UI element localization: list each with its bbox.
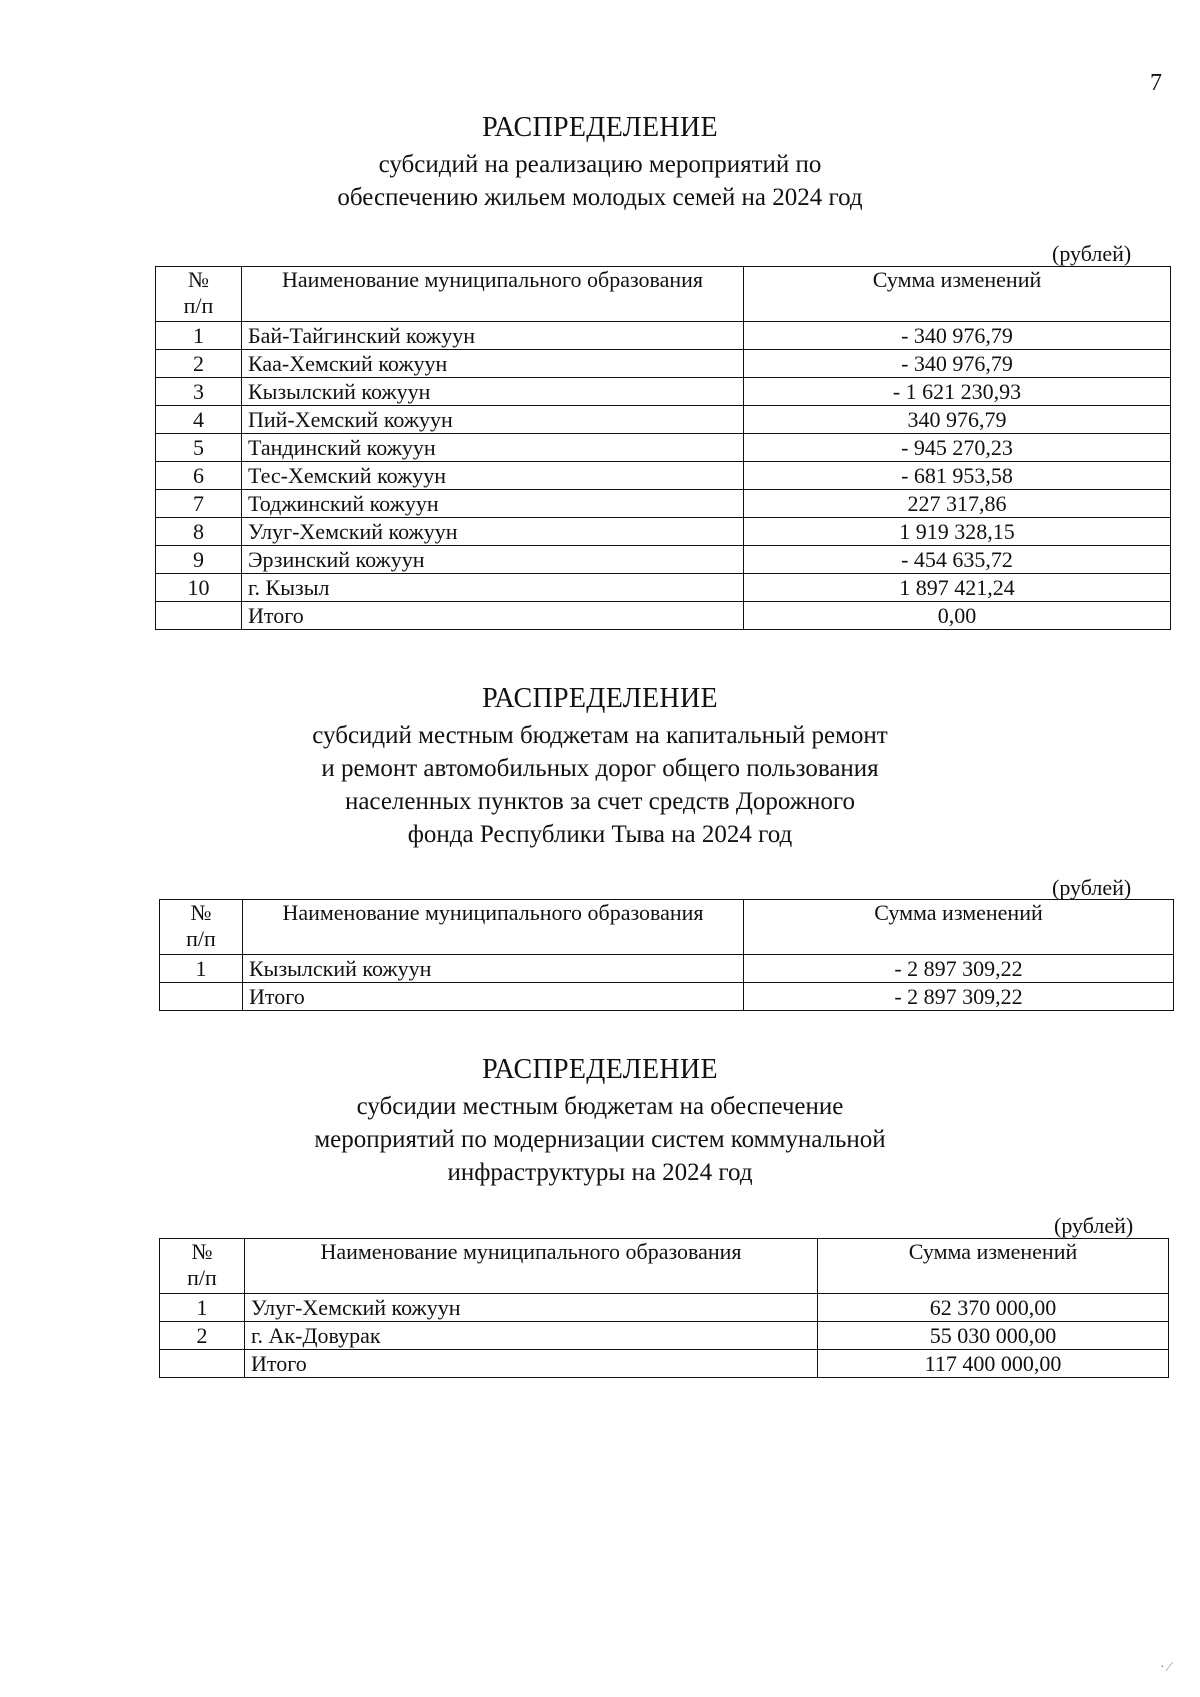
unit-label: (рублей): [1052, 875, 1132, 900]
change-amount: - 2 897 309,22: [744, 983, 1174, 1011]
subtitle-line: мероприятий по модернизации систем коммунальной: [314, 1126, 886, 1153]
table-row: [156, 406, 1171, 434]
table-row: [160, 1294, 1169, 1322]
column-header-name: Наименование муниципального образования: [245, 1239, 818, 1294]
table-total-row: [160, 1350, 1169, 1378]
change-amount: 62 370 000,00: [818, 1294, 1169, 1322]
municipality-name: Тес-Хемский кожуун: [242, 462, 744, 490]
municipality-name: Кызылский кожуун: [242, 378, 744, 406]
row-number: 10: [156, 574, 242, 602]
table-total-row: [156, 602, 1171, 630]
table-body: [160, 955, 1174, 1011]
row-number: [160, 1350, 245, 1378]
table-body: [160, 1294, 1169, 1378]
subtitle-line: фонда Республики Тыва на 2024 год: [407, 821, 793, 848]
table-row: [156, 434, 1171, 462]
distribution-table-3: [159, 1238, 1169, 1378]
subtitle-line: субсидий местным бюджетам на капитальный ремонт: [312, 722, 888, 749]
table-header-row: [160, 900, 1174, 955]
column-header-number: № п/п: [156, 267, 242, 322]
change-amount: - 945 270,23: [744, 434, 1171, 462]
change-amount: - 340 976,79: [744, 350, 1171, 378]
unit-label: (рублей): [1052, 241, 1132, 266]
section-utility-infrastructure: [0, 1054, 1200, 1189]
section-road-repair: [0, 683, 1200, 851]
row-number: 5: [156, 434, 242, 462]
table-row: [156, 490, 1171, 518]
row-number: 6: [156, 462, 242, 490]
section-heading: РАСПРЕДЕЛЕНИЕ: [482, 1054, 718, 1085]
row-number: [160, 983, 243, 1011]
municipality-name: Эрзинский кожуун: [242, 546, 744, 574]
municipality-name: Улуг-Хемский кожуун: [245, 1294, 818, 1322]
municipality-name: г. Ак-Довурак: [245, 1322, 818, 1350]
change-amount: - 681 953,58: [744, 462, 1171, 490]
municipality-name: г. Кызыл: [242, 574, 744, 602]
subtitle-line: субсидий на реализацию мероприятий по: [378, 151, 822, 178]
column-header-sum: Сумма изменений: [744, 267, 1171, 322]
column-header-number: № п/п: [160, 1239, 245, 1294]
row-number: 7: [156, 490, 242, 518]
table-header-row: [156, 267, 1171, 322]
change-amount: 55 030 000,00: [818, 1322, 1169, 1350]
municipality-name: Тандинский кожуун: [242, 434, 744, 462]
row-number: 2: [160, 1322, 245, 1350]
table-header-row: [160, 1239, 1169, 1294]
table-row: [156, 546, 1171, 574]
section-heading: РАСПРЕДЕЛЕНИЕ: [482, 683, 718, 714]
row-number: [156, 602, 242, 630]
municipality-name: Тоджинский кожуун: [242, 490, 744, 518]
section-subtitle: [0, 1090, 1200, 1189]
subtitle-line: субсидии местным бюджетам на обеспечение: [356, 1093, 844, 1120]
row-number: 1: [156, 322, 242, 350]
column-header-sum: Сумма изменений: [818, 1239, 1169, 1294]
municipality-name: Каа-Хемский кожуун: [242, 350, 744, 378]
table-row: [156, 518, 1171, 546]
table-row: [156, 378, 1171, 406]
table-row: [156, 462, 1171, 490]
table-row: [156, 322, 1171, 350]
subtitle-line: населенных пунктов за счет средств Дорожного: [344, 788, 856, 815]
table-row: [160, 1322, 1169, 1350]
row-number: 1: [160, 1294, 245, 1322]
table-row: [156, 574, 1171, 602]
change-amount: - 340 976,79: [744, 322, 1171, 350]
change-amount: 117 400 000,00: [818, 1350, 1169, 1378]
table-row: [160, 955, 1174, 983]
row-number: 8: [156, 518, 242, 546]
section-heading: РАСПРЕДЕЛЕНИЕ: [482, 112, 718, 143]
change-amount: - 1 621 230,93: [744, 378, 1171, 406]
change-amount: 0,00: [744, 602, 1171, 630]
row-number: 2: [156, 350, 242, 378]
change-amount: - 454 635,72: [744, 546, 1171, 574]
change-amount: 1 919 328,15: [744, 518, 1171, 546]
municipality-name: Кызылский кожуун: [243, 955, 744, 983]
page-number: 7: [1150, 70, 1162, 96]
section-subtitle: [0, 148, 1200, 214]
unit-label: (рублей): [1054, 1213, 1134, 1238]
change-amount: - 2 897 309,22: [744, 955, 1174, 983]
column-header-name: Наименование муниципального образования: [243, 900, 744, 955]
section-subtitle: [0, 719, 1200, 851]
municipality-name: Пий-Хемский кожуун: [242, 406, 744, 434]
table-row: [156, 350, 1171, 378]
distribution-table-1: [155, 266, 1171, 630]
municipality-name: Бай-Тайгинский кожуун: [242, 322, 744, 350]
scan-artifact: · ⁄: [1160, 1660, 1171, 1675]
change-amount: 227 317,86: [744, 490, 1171, 518]
column-header-sum: Сумма изменений: [744, 900, 1174, 955]
row-number: 9: [156, 546, 242, 574]
subtitle-line: и ремонт автомобильных дорог общего пользования: [321, 755, 879, 782]
table-body: [156, 322, 1171, 630]
municipality-name: Итого: [245, 1350, 818, 1378]
subtitle-line: обеспечению жильем молодых семей на 2024 год: [337, 184, 863, 211]
table-total-row: [160, 983, 1174, 1011]
subtitle-line: инфраструктуры на 2024 год: [447, 1159, 753, 1186]
section-young-families: [0, 112, 1200, 214]
column-header-number: № п/п: [160, 900, 243, 955]
row-number: 1: [160, 955, 243, 983]
municipality-name: Итого: [242, 602, 744, 630]
change-amount: 1 897 421,24: [744, 574, 1171, 602]
municipality-name: Улуг-Хемский кожуун: [242, 518, 744, 546]
column-header-name: Наименование муниципального образования: [242, 267, 744, 322]
distribution-table-2: [159, 899, 1174, 1011]
change-amount: 340 976,79: [744, 406, 1171, 434]
row-number: 4: [156, 406, 242, 434]
row-number: 3: [156, 378, 242, 406]
municipality-name: Итого: [243, 983, 744, 1011]
